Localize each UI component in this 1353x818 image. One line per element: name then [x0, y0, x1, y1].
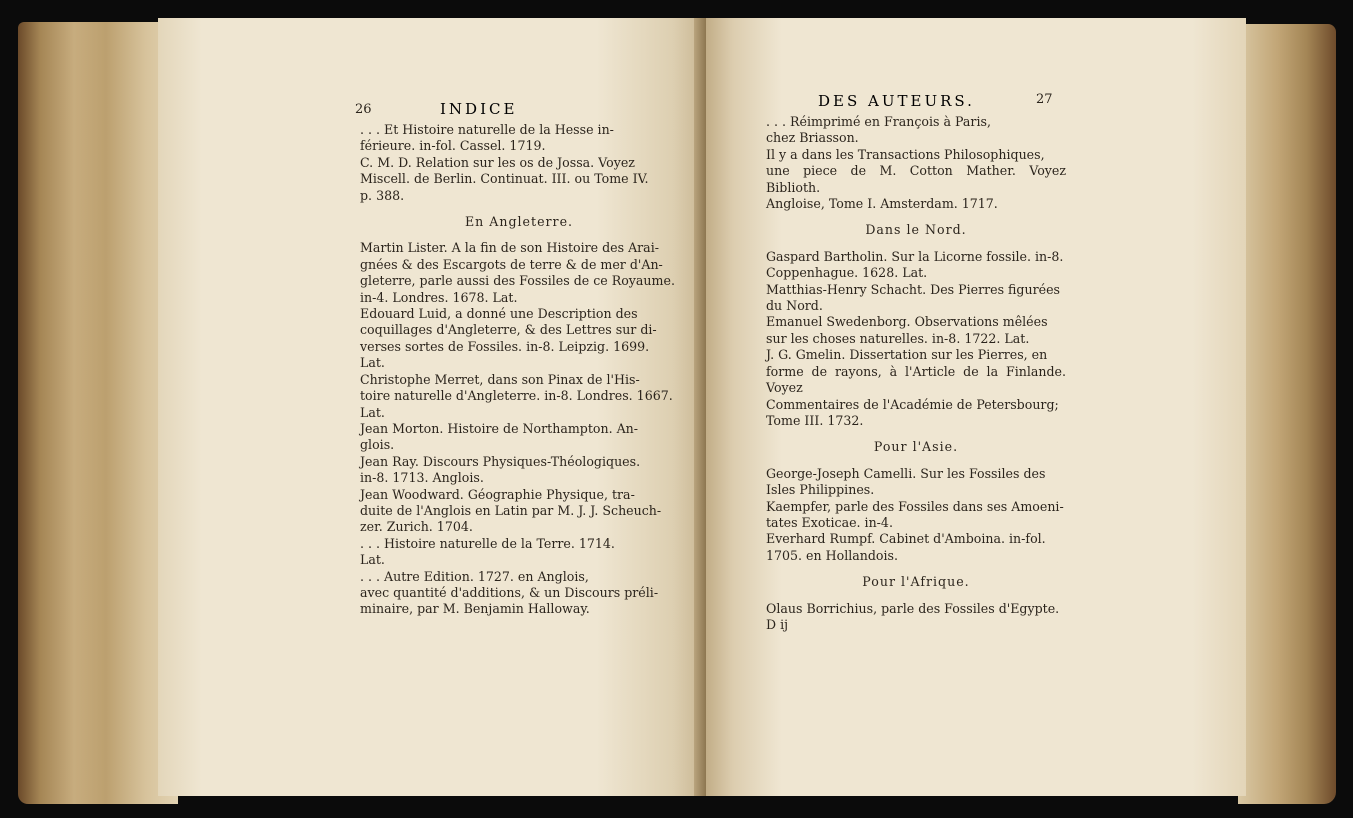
text-line: Jean Morton. Histoire de Northampton. An-	[360, 420, 639, 436]
text-line: sur les choses naturelles. in-8. 1722. Lat.	[766, 330, 1030, 346]
left-page-edges	[18, 22, 178, 804]
text-line: minaire, par M. Benjamin Halloway.	[360, 601, 590, 617]
left-page-text	[360, 122, 678, 618]
text-line: coquillages d'Angleterre, & des Lettres sur di-	[360, 322, 657, 338]
text-line: duite de l'Anglois en Latin par M. J. J. Scheuch-	[360, 502, 662, 518]
text-line: Kaempfer, parle des Fossiles dans ses Amoeni-	[766, 498, 1064, 514]
text-line: glois.	[360, 437, 395, 453]
text-line: Lat.	[360, 355, 385, 371]
text-line: Lat.	[360, 552, 385, 568]
text-line: Jean Ray. Discours Physiques-Théologiques.	[360, 453, 641, 469]
text-line: Miscell. de Berlin. Continuat. III. ou Tome IV.	[360, 171, 649, 187]
text-line: Jean Woodward. Géographie Physique, tra-	[360, 486, 635, 502]
text-line: Coppenhague. 1628. Lat.	[766, 265, 928, 281]
right-page-text	[766, 114, 1066, 633]
text-line: . . . Et Histoire naturelle de la Hesse in-	[360, 122, 614, 137]
text-line: toire naturelle d'Angleterre. in-8. Londres. 1667.	[360, 388, 673, 404]
text-line: p. 388.	[360, 187, 405, 203]
text-line: Everhard Rumpf. Cabinet d'Amboina. in-fol.	[766, 531, 1046, 547]
text-line: chez Briasson.	[766, 130, 859, 146]
text-line: Olaus Borrichius, parle des Fossiles d'Egypte.	[766, 600, 1060, 616]
text-line: Pour l'Asie.	[873, 439, 959, 455]
text-line: Edouard Luid, a donné une Description des	[360, 306, 638, 322]
running-head: INDICE	[440, 100, 518, 118]
text-line: Martin Lister. A la fin de son Histoire des Arai-	[360, 240, 659, 256]
text-line: zer. Zurich. 1704.	[360, 519, 473, 535]
right-page	[706, 18, 1246, 796]
text-line: . . . Histoire naturelle de la Terre. 1714.	[360, 535, 615, 551]
text-line: Christophe Merret, dans son Pinax de l'His-	[360, 371, 640, 387]
text-line: forme de rayons, à l'Article de la Finlande. Voyez	[766, 363, 1066, 396]
text-line: Tome III. 1732.	[766, 412, 864, 428]
text-line: En Angleterre.	[464, 214, 574, 230]
text-line: Emanuel Swedenborg. Observations mêlées	[766, 314, 1048, 330]
page-number: 27	[1036, 92, 1053, 107]
text-line: férieure. in-fol. Cassel. 1719.	[360, 138, 546, 154]
running-head: DES AUTEURS.	[818, 92, 975, 110]
text-line: 1705. en Hollandois.	[766, 547, 899, 563]
page-number: 26	[355, 102, 372, 117]
text-line: in-4. Londres. 1678. Lat.	[360, 289, 518, 305]
text-line: Lat.	[360, 404, 385, 420]
text-line: Matthias-Henry Schacht. Des Pierres figurées	[766, 281, 1060, 297]
text-line: Angloise, Tome I. Amsterdam. 1717.	[766, 196, 998, 212]
text-line: Il y a dans les Transactions Philosophiques,	[766, 146, 1045, 162]
text-line: Commentaires de l'Académie de Petersbourg;	[766, 396, 1059, 412]
text-line: C. M. D. Relation sur les os de Jossa. Voyez	[360, 154, 635, 170]
text-line: George-Joseph Camelli. Sur les Fossiles des	[766, 465, 1046, 481]
text-line: gnées & des Escargots de terre & de mer d'An-	[360, 256, 663, 272]
text-line: Dans le Nord.	[865, 222, 967, 238]
text-line: . . . Autre Edition. 1727. en Anglois,	[360, 568, 589, 584]
left-page	[158, 18, 706, 796]
text-line: . . . Réimprimé en François à Paris,	[766, 114, 991, 129]
text-line: Gaspard Bartholin. Sur la Licorne fossile. in-8.	[766, 248, 1064, 264]
open-book	[18, 14, 1336, 804]
text-line: une piece de M. Cotton Mather. Voyez Biblioth.	[766, 163, 1066, 195]
text-line: D ij	[766, 616, 789, 632]
text-line: J. G. Gmelin. Dissertation sur les Pierres, en	[766, 347, 1048, 363]
text-line: tates Exoticae. in-4.	[766, 514, 893, 530]
text-line: avec quantité d'additions, & un Discours préli-	[360, 584, 659, 600]
text-line: verses sortes de Fossiles. in-8. Leipzig. 1699.	[360, 338, 650, 354]
text-line: gleterre, parle aussi des Fossiles de ce Royaume.	[360, 273, 675, 289]
text-line: Pour l'Afrique.	[862, 574, 970, 590]
right-page-edges	[1238, 24, 1336, 804]
text-line: in-8. 1713. Anglois.	[360, 470, 484, 486]
text-line: Isles Philippines.	[766, 482, 875, 498]
text-line: du Nord.	[766, 298, 823, 314]
